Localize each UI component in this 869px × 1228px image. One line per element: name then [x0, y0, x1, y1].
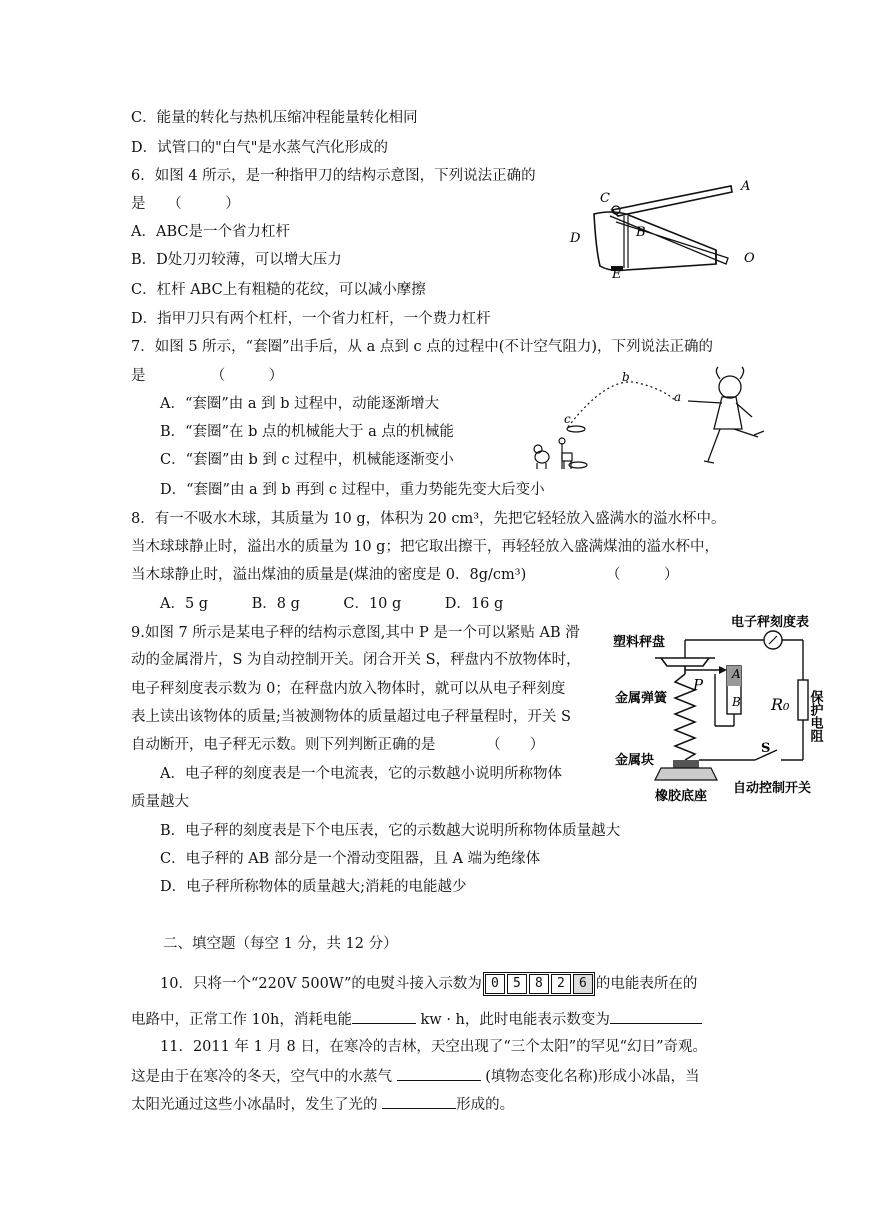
q7-option-b: B．“套圈”在 b 点的机械能大于 a 点的机械能 [160, 424, 454, 440]
fig4-label-d: D [570, 231, 581, 246]
q8-line3: 当木球静止时，溢出煤油的质量是(煤油的密度是 0．8g/cm³) （ ） [131, 567, 679, 583]
fig7-label-s: S [761, 741, 771, 756]
q10-text-post: 的电能表所在的 [595, 976, 698, 992]
q7-option-d: D．“套圈”由 a 到 b 再到 c 过程中，重力势能先变大后变小 [160, 482, 545, 498]
meter-reading [483, 972, 595, 996]
q8-line2: 当木球球静止时，溢出水的质量为 10 g；把它取出擦干，再轻轻放入盛满煤油的溢水杯中， [131, 539, 719, 555]
q11-text-end: 形成的。 [456, 1097, 515, 1113]
q11-line2 [131, 1066, 700, 1087]
electronic-scale-figure [605, 610, 845, 802]
meter-digit: 2 [551, 974, 571, 994]
q9-option-c: C．电子秤的 AB 部分是一个滑动变阻器，且 A 端为绝缘体 [160, 851, 541, 867]
fig7-label-switch: 自动控制开关 [733, 781, 812, 796]
q10-text-reading: kw · h，此时电能表示数变为 [420, 1012, 610, 1028]
fig7-label-a: A [732, 667, 741, 681]
fig7-label-meter: 电子秤刻度表 [731, 615, 810, 630]
nail-clipper-figure [566, 170, 766, 280]
q6-option-a: A．ABC是一个省力杠杆 [131, 224, 290, 240]
q11-text-light: 太阳光通过这些小冰晶时，发生了光的 [131, 1097, 378, 1113]
q10-line2 [131, 1009, 702, 1030]
q6-stem-line1: 6．如图 4 所示，是一种指甲刀的结构示意图，下列说法正确的 [131, 168, 536, 184]
fig5-label-c: c [564, 412, 571, 426]
fig4-label-a: A [741, 179, 751, 194]
q6-option-b: B．D处刀刃较薄，可以增大压力 [131, 252, 342, 268]
q7-stem-line2: 是 （ ） [131, 368, 284, 384]
fig4-label-e: E [612, 267, 622, 280]
q6-option-c: C．杠杆 ABC上有粗糙的花纹，可以减小摩擦 [131, 282, 426, 298]
q7-stem-line1: 7．如图 5 所示，“套圈”出手后，从 a 点到 c 点的过程中(不计空气阻力)，下列说法正确的 [131, 339, 714, 355]
fig7-label-r0: R₀ [771, 695, 790, 714]
q9-line3: 电子秤刻度表示数为 0；在秤盘内放入物体时，就可以从电子秤刻度 [131, 681, 566, 697]
q11-line1: 11．2011 年 1 月 8 日，在寒冷的吉林，天空出现了“三个太阳”的罕见“幻日”奇观。 [160, 1039, 707, 1055]
meter-digit: 5 [507, 974, 527, 994]
fig4-label-c: C [600, 191, 610, 206]
q11-line3 [131, 1094, 514, 1115]
fig4-label-b: B [636, 225, 646, 240]
q10-text-energy: 电路中，正常工作 10h，消耗电能 [131, 1012, 352, 1028]
q6-stem-line2: 是 （ ） [131, 196, 240, 212]
q9-option-d: D．电子秤所称物体的质量越大;消耗的电能越少 [160, 879, 467, 895]
q11-text-fill: (填物态变化名称)形成小冰晶，当 [485, 1069, 700, 1085]
q9-line2: 动的金属滑片，S 为自动控制开关。闭合开关 S，秤盘内不放物体时， [131, 652, 581, 668]
q7-option-c: C．“套圈”由 b 到 c 过程中，机械能逐渐变小 [160, 452, 454, 468]
answer-blank[interactable] [352, 1009, 416, 1024]
girl-icon [688, 367, 764, 463]
q9-option-b: B．电子秤的刻度表是下个电压表，它的示数越大说明所称物体质量越大 [160, 823, 621, 839]
q11-text-vapor: 这是由于在寒冷的冬天，空气中的水蒸气 [131, 1069, 392, 1085]
fig7-label-p: P [693, 676, 704, 694]
fig7-label-pan: 塑料秤盘 [613, 635, 666, 650]
q10-line1 [160, 972, 697, 996]
meter-digit: 8 [529, 974, 549, 994]
section-title: 二、填空题（每空 1 分，共 12 分） [163, 936, 398, 952]
fig5-label-a: a [674, 390, 682, 404]
fig7-label-resistor: 保护电阻 [807, 690, 823, 742]
q10-text-pre: 10．只将一个“220V 500W”的电熨斗接入示数为 [160, 976, 482, 992]
fig4-label-o: O [744, 251, 755, 266]
fig5-label-b: b [622, 370, 630, 384]
q8-line1: 8．有一不吸水木球，其质量为 10 g，体积为 20 cm³，先把它轻轻放入盛满水的溢水杯中。 [131, 511, 726, 527]
dog-icon [534, 445, 549, 469]
q6-option-d: D．指甲刀只有两个杠杆，一个省力杠杆，一个费力杠杆 [131, 311, 491, 327]
fig7-label-b: B [732, 695, 741, 709]
q8-options: A．5 g B．8 g C．10 g D．16 g [160, 596, 504, 612]
q9-line1: 9.如图 7 所示是某电子秤的结构示意图,其中 P 是一个可以紧贴 AB 滑 [131, 625, 580, 641]
q5-option-d: D．试管口的"白气"是水蒸气汽化形成的 [131, 140, 388, 156]
q9-line5: 自动断开，电子秤无示数。则下列判断正确的是 （ ） [131, 737, 545, 753]
fig7-label-spring: 金属弹簧 [615, 691, 668, 706]
fig7-label-base: 橡胶底座 [655, 789, 708, 802]
q9-option-a-line1: A．电子秤的刻度表是一个电流表，它的示数越小说明所称物体 [160, 766, 562, 782]
answer-blank[interactable] [382, 1094, 456, 1109]
q9-option-a-line2: 质量越大 [131, 794, 189, 810]
fig7-label-block: 金属块 [615, 753, 655, 768]
meter-digit: 0 [485, 974, 505, 994]
answer-blank[interactable] [397, 1066, 481, 1081]
giraffe-icon [559, 438, 572, 469]
q5-option-c: C．能量的转化与热机压缩冲程能量转化相同 [131, 110, 418, 126]
answer-blank[interactable] [610, 1009, 702, 1024]
ring-toss-figure [528, 365, 768, 477]
q7-option-a: A．“套圈”由 a 到 b 过程中，动能逐渐增大 [160, 396, 440, 412]
meter-digit-decimal: 6 [573, 974, 593, 994]
q9-line4: 表上读出该物体的质量;当被测物体的质量超过电子秤量程时，开关 S [131, 709, 571, 725]
